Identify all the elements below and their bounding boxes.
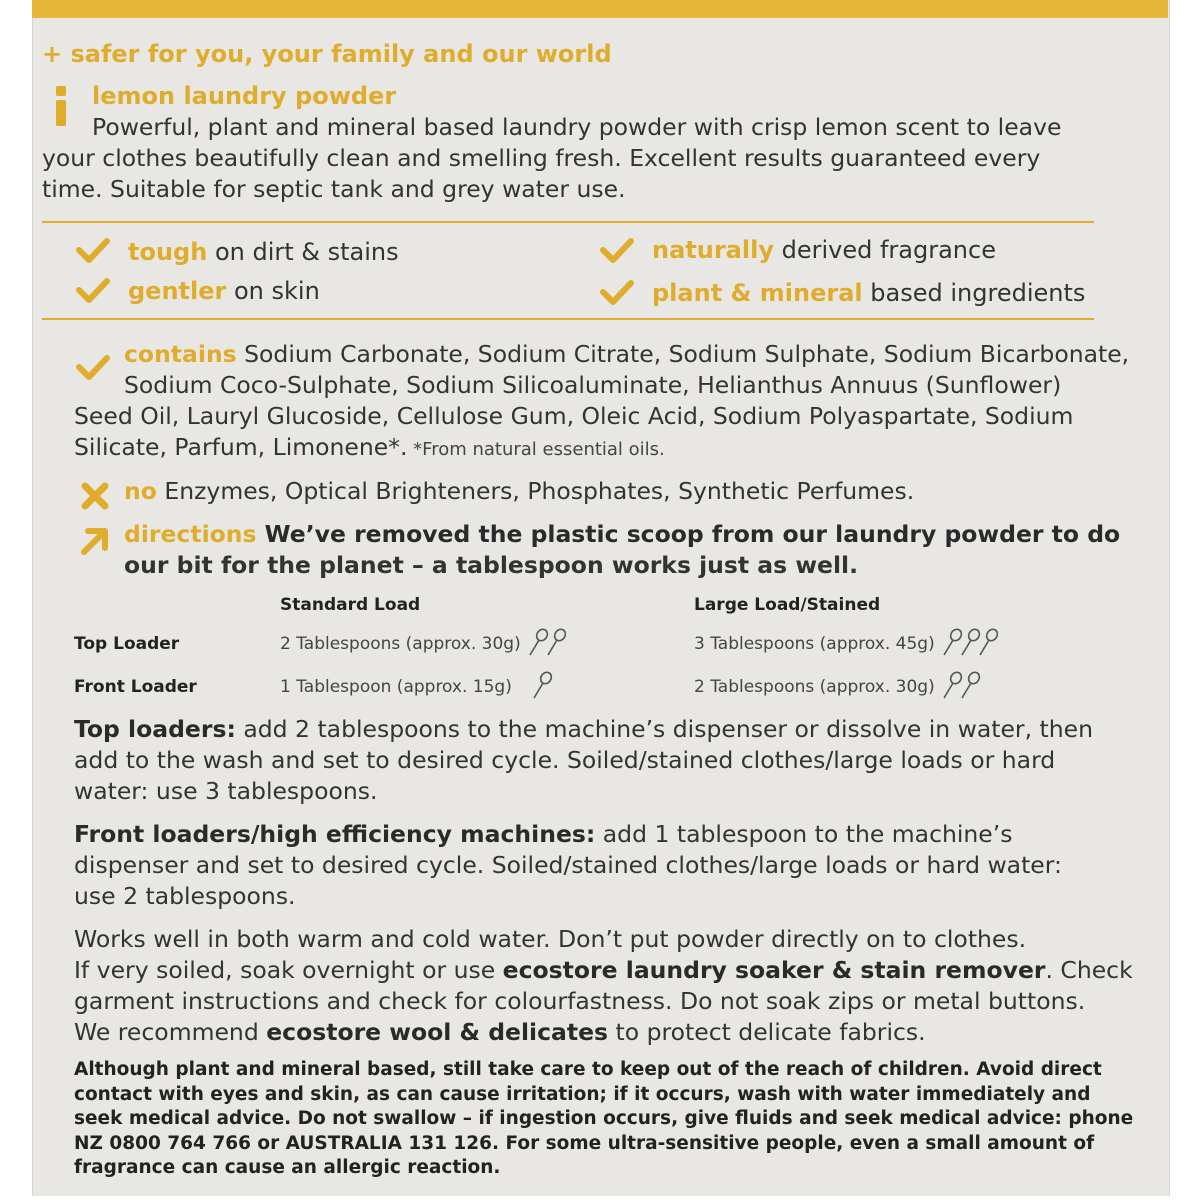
feature-text: based ingredients: [862, 279, 1086, 307]
check-icon: [76, 355, 110, 381]
spoon-icon: [942, 628, 1004, 658]
top-loader-standard: 2 Tablespoons (approx. 30g): [280, 634, 521, 654]
feature-bold: naturally: [652, 236, 774, 264]
top-loaders-line-2: add to the wash and set to desired cycle. Soiled/stained clothes/large loads or hard: [74, 746, 1056, 774]
feature-bold: gentler: [128, 277, 227, 305]
feature-bold: plant & mineral: [652, 279, 863, 307]
front-loader-standard: 1 Tablespoon (approx. 15g): [280, 677, 512, 697]
top-loaders-text: add 2 tablespoons to the machine’s dispenser or dissolve in water, then: [235, 715, 1093, 743]
top-loaders-line-1: [74, 714, 1093, 745]
directions-line-2: our bit for the planet – a tablespoon works just as well.: [124, 551, 859, 579]
row-front-loader: Front Loader: [74, 677, 197, 697]
row-top-loader: Top Loader: [74, 634, 180, 654]
check-icon: [76, 278, 110, 304]
directions-label: directions: [124, 520, 257, 548]
contains-line-3: Seed Oil, Lauryl Glucoside, Cellulose Gum, Oleic Acid, Sodium Polyaspartate, Sodium: [74, 402, 1074, 430]
contains-line-2: Sodium Coco-Sulphate, Sodium Silicoaluminate, Helianthus Annuus (Sunflower): [124, 371, 1062, 399]
feature-bold: tough: [128, 238, 208, 266]
notes-line-2: [74, 955, 1133, 986]
feature-tough: [128, 238, 399, 266]
front-loaders-text: add 1 tablespoon to the machine’s: [595, 820, 1013, 848]
spoon-icon: [942, 671, 986, 701]
contains-line-1: [124, 339, 1129, 370]
cross-icon: [80, 481, 110, 511]
top-loaders-line-3: water: use 3 tablespoons.: [74, 777, 378, 805]
feature-text: on dirt & stains: [207, 238, 399, 266]
notes-text: If very soiled, soak overnight or use: [74, 956, 503, 984]
spoon-icon: [528, 628, 572, 658]
notes-line-3: garment instructions and check for colourfastness. Do not soak zips or metal buttons.: [74, 987, 1086, 1015]
product-title: lemon laundry powder: [92, 82, 397, 110]
arrow-up-right-icon: [78, 524, 112, 558]
contains-line-4: [74, 432, 665, 465]
notes-text: to protect delicate fabrics.: [608, 1018, 926, 1046]
product-description: [42, 112, 1102, 205]
top-loaders-label: Top loaders:: [74, 715, 236, 743]
feature-gentler: [128, 277, 320, 305]
notes-text: . Check: [1045, 956, 1133, 984]
front-loaders-line-2: dispenser and set to desired cycle. Soiled/stained clothes/large loads or hard water:: [74, 851, 1062, 879]
contains-text: Silicate, Parfum, Limonene*.: [74, 433, 408, 461]
front-loaders-label: Front loaders/high efficiency machines:: [74, 820, 596, 848]
product-description-text: Powerful, plant and mineral based laundry powder with crisp lemon scent to leave your clothes beautifully clean and smelling fresh. Excellent results guaranteed every time. Suitable for septic tank and grey water use.: [42, 113, 1062, 203]
front-loader-large: 2 Tablespoons (approx. 30g): [694, 677, 935, 697]
front-loaders-line-3: use 2 tablespoons.: [74, 882, 296, 910]
directions-line-1: [124, 519, 1120, 550]
front-loaders-line-1: [74, 819, 1012, 850]
col-standard-load: Standard Load: [280, 595, 421, 615]
check-icon: [600, 238, 634, 264]
spoon-icon: [532, 671, 558, 701]
divider: [42, 318, 1094, 320]
no-ingredients: [124, 476, 914, 507]
contains-label: contains: [124, 340, 237, 368]
feature-plant-mineral: [652, 279, 1085, 307]
check-icon: [600, 280, 634, 306]
col-large-load: Large Load/Stained: [694, 595, 881, 615]
contains-note: *From natural essential oils.: [407, 439, 665, 460]
tagline: + safer for you, your family and our world: [42, 40, 612, 68]
notes-line-1: Works well in both warm and cold water. Don’t put powder directly on to clothes.: [74, 925, 1027, 953]
safety-warning: Although plant and mineral based, still take care to keep out of the reach of children. Avoid direct contact with eyes and skin, as can cause irritation; if it occurs, wash with water immediately and seek medical advice. Do not swallow – if ingestion occurs, give fluids and seek medical advice: phone NZ 0800 764 766 or AUSTRALIA 131 126. For some ultra-sensitive people, even a small amount of fragrance can cause an allergic reaction.: [74, 1059, 1134, 1178]
directions-text: We’ve removed the plastic scoop from our laundry powder to do: [256, 520, 1121, 548]
contains-text: Sodium Carbonate, Sodium Citrate, Sodium Sulphate, Sodium Bicarbonate,: [236, 340, 1130, 368]
notes-line-4: [74, 1017, 926, 1048]
feature-text: on skin: [226, 277, 320, 305]
soaker-product-name: ecostore laundry soaker & stain remover: [502, 956, 1046, 984]
check-icon: [76, 238, 110, 264]
no-label: no: [124, 477, 157, 505]
top-loader-large: 3 Tablespoons (approx. 45g): [694, 634, 935, 654]
feature-naturally: [652, 236, 996, 264]
no-text: Enzymes, Optical Brighteners, Phosphates, Synthetic Perfumes.: [156, 477, 915, 505]
wool-product-name: ecostore wool & delicates: [266, 1018, 609, 1046]
divider: [42, 221, 1094, 223]
notes-text: We recommend: [74, 1018, 267, 1046]
top-accent-strip: [32, 0, 1168, 18]
feature-text: derived fragrance: [773, 236, 996, 264]
